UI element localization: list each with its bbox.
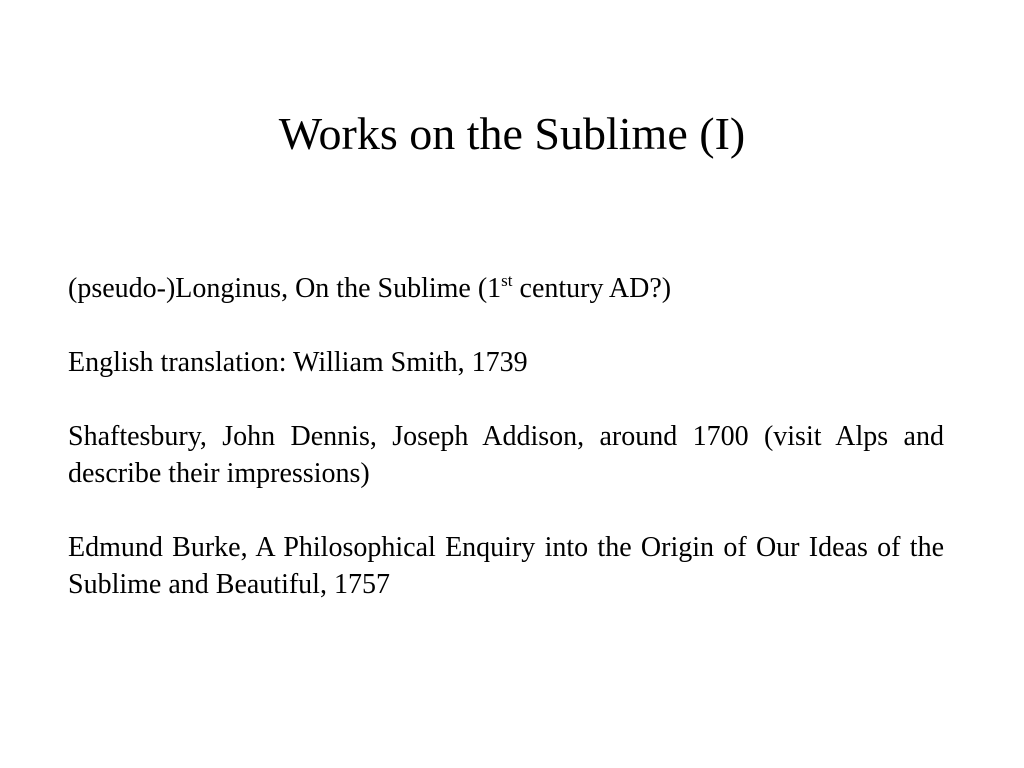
burke-entry: Edmund Burke, A Philosophical Enquiry into the Origin of Our Ideas of the Sublime and Beautiful, 1757 xyxy=(68,532,944,600)
translation-entry: English translation: William Smith, 1739 xyxy=(68,347,528,378)
longinus-entry xyxy=(68,270,944,307)
shaftesbury-entry: Shaftesbury, John Dennis, Joseph Addison, around 1700 (visit Alps and describe their impressions) xyxy=(68,421,944,489)
slide-body xyxy=(68,270,944,640)
longinus-text: (pseudo-)Longinus, On the Sublime (1 xyxy=(68,273,502,304)
longinus-text-end: century AD?) xyxy=(512,273,672,304)
slide-title: Works on the Sublime (I) xyxy=(278,108,746,159)
ordinal-superscript: st xyxy=(501,271,513,290)
